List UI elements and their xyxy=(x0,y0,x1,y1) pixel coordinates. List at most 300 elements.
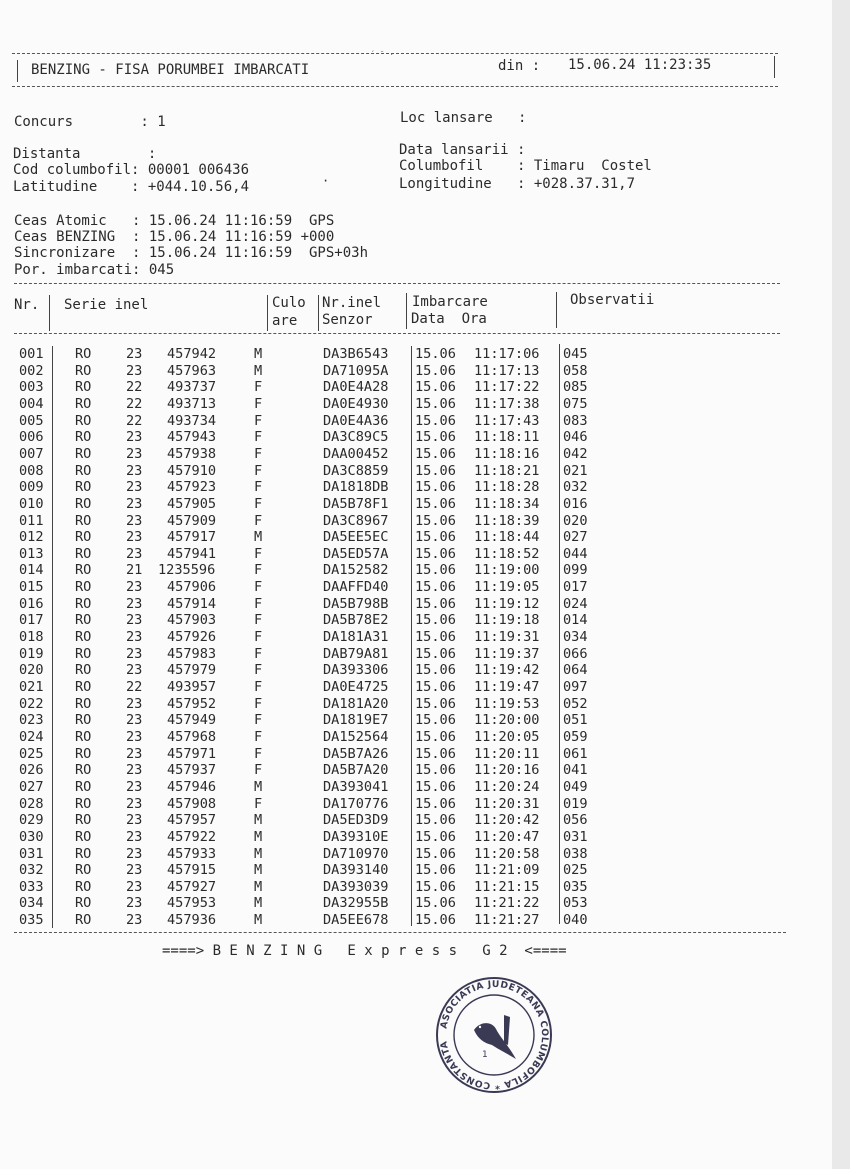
table-row xyxy=(0,662,832,679)
row-date: 15.06 xyxy=(415,812,456,829)
row-date: 15.06 xyxy=(415,545,456,562)
row-year: 23 xyxy=(126,912,143,929)
table-row xyxy=(0,363,832,380)
row-date: 15.06 xyxy=(415,745,456,762)
row-time: 11:19:42 xyxy=(474,662,540,679)
row-sex: M xyxy=(254,878,263,895)
columbofil-line: Columbofil : Timaru Costel xyxy=(399,158,652,174)
col-divider xyxy=(556,292,557,328)
row-ring-number: 457953 xyxy=(167,895,217,912)
row-year: 23 xyxy=(126,545,143,562)
row-date: 15.06 xyxy=(415,579,456,596)
row-country: RO xyxy=(75,545,92,562)
row-nr: 011 xyxy=(19,512,44,529)
row-year: 22 xyxy=(126,379,143,396)
row-time: 11:17:43 xyxy=(474,412,540,429)
row-sensor: DA0E4930 xyxy=(323,395,389,412)
col-observatii: Observatii xyxy=(570,292,655,308)
row-sex: F xyxy=(254,545,263,562)
row-nr: 015 xyxy=(19,579,44,596)
row-sex: M xyxy=(254,346,263,362)
row-nr: 019 xyxy=(19,645,44,662)
row-ring-number: 457937 xyxy=(167,762,217,779)
row-date: 15.06 xyxy=(415,529,456,546)
row-nr: 025 xyxy=(19,745,44,762)
row-observatii: 066 xyxy=(563,645,588,662)
row-country: RO xyxy=(75,595,92,612)
table-row xyxy=(0,429,832,446)
row-sex: F xyxy=(254,712,263,729)
table-row xyxy=(0,446,832,463)
row-observatii: 083 xyxy=(563,412,588,429)
row-sex: F xyxy=(254,562,263,579)
row-sex: F xyxy=(254,395,263,412)
table-row xyxy=(0,746,832,763)
row-country: RO xyxy=(75,912,92,929)
row-year: 23 xyxy=(126,595,143,612)
col-nr-inel: Nr.inel xyxy=(322,295,382,311)
row-ring-number: 457957 xyxy=(167,812,217,829)
row-time: 11:19:00 xyxy=(474,562,540,579)
row-sensor: DA5EE5EC xyxy=(323,529,389,546)
row-nr: 033 xyxy=(19,878,44,895)
sincronizare-line: Sincronizare : 15.06.24 11:16:59 GPS+03h xyxy=(14,245,369,261)
table-row xyxy=(0,879,832,896)
row-sex: M xyxy=(254,778,263,795)
row-year: 23 xyxy=(126,712,143,729)
row-ring-number: 457910 xyxy=(167,462,217,479)
row-sex: F xyxy=(254,762,263,779)
table-row xyxy=(0,546,832,563)
row-year: 23 xyxy=(126,828,143,845)
row-year: 23 xyxy=(126,495,143,512)
header-right-bar xyxy=(774,56,775,78)
row-observatii: 064 xyxy=(563,662,588,679)
ceas-benzing-line: Ceas BENZING : 15.06.24 11:16:59 +000 xyxy=(14,229,335,245)
col-culo: Culo xyxy=(272,295,306,311)
row-country: RO xyxy=(75,562,92,579)
row-date: 15.06 xyxy=(415,395,456,412)
row-nr: 031 xyxy=(19,845,44,862)
row-time: 11:21:22 xyxy=(474,895,540,912)
row-sensor: DA393039 xyxy=(323,878,389,895)
row-sensor: DA3C89C5 xyxy=(323,429,389,446)
body-col-rule-ora xyxy=(559,344,560,924)
row-nr: 024 xyxy=(19,728,44,745)
row-date: 15.06 xyxy=(415,662,456,679)
table-row xyxy=(0,729,832,746)
row-country: RO xyxy=(75,778,92,795)
row-observatii: 027 xyxy=(563,529,588,546)
row-sensor: DA181A20 xyxy=(323,695,389,712)
row-sensor: DA5ED3D9 xyxy=(323,812,389,829)
row-nr: 009 xyxy=(19,479,44,496)
col-culoare-suffix: are xyxy=(272,313,298,329)
row-sensor: DA3B6543 xyxy=(323,346,389,362)
col-data-ora: Data Ora xyxy=(411,311,487,327)
row-sex: F xyxy=(254,679,263,695)
row-sex: M xyxy=(254,362,263,379)
row-nr: 007 xyxy=(19,445,44,462)
row-time: 11:18:21 xyxy=(474,462,540,479)
latitudine-line: Latitudine : +044.10.56,4 xyxy=(13,179,250,195)
row-date: 15.06 xyxy=(415,562,456,579)
row-observatii: 042 xyxy=(563,445,588,462)
row-country: RO xyxy=(75,745,92,762)
row-sensor: DA1818DB xyxy=(323,479,389,496)
row-date: 15.06 xyxy=(415,645,456,662)
row-ring-number: 457941 xyxy=(167,545,217,562)
row-time: 11:18:34 xyxy=(474,495,540,512)
table-row xyxy=(0,862,832,879)
table-row xyxy=(0,463,832,480)
table-header-bottom-rule xyxy=(14,333,780,334)
row-year: 23 xyxy=(126,645,143,662)
row-year: 23 xyxy=(126,745,143,762)
row-observatii: 021 xyxy=(563,462,588,479)
row-country: RO xyxy=(75,795,92,812)
row-ring-number: 457915 xyxy=(167,862,217,879)
row-observatii: 099 xyxy=(563,562,588,579)
row-date: 15.06 xyxy=(415,778,456,795)
row-sensor: DA3C8967 xyxy=(323,512,389,529)
col-senzor: Senzor xyxy=(322,312,373,328)
table-row xyxy=(0,679,832,696)
row-year: 23 xyxy=(126,429,143,446)
row-country: RO xyxy=(75,812,92,829)
ceas-atomic-line: Ceas Atomic : 15.06.24 11:16:59 GPS xyxy=(14,213,335,229)
row-sex: F xyxy=(254,462,263,479)
row-observatii: 053 xyxy=(563,895,588,912)
row-sensor: DA152564 xyxy=(323,728,389,745)
seal-text: ASOCIATIA JUDETEANA COLUMBOFILA * CONSTANTA xyxy=(438,978,551,1092)
row-year: 23 xyxy=(126,479,143,496)
row-ring-number: 493957 xyxy=(167,679,217,695)
row-date: 15.06 xyxy=(415,845,456,862)
row-country: RO xyxy=(75,728,92,745)
seal-number: 1 xyxy=(482,1050,488,1060)
row-year: 21 xyxy=(126,562,143,579)
row-ring-number: 493713 xyxy=(167,395,217,412)
row-sensor: DAA00452 xyxy=(323,445,389,462)
seal-icon xyxy=(434,975,554,1095)
cod-columbofil-line: Cod columbofil: 00001 006436 xyxy=(13,162,250,178)
row-observatii: 045 xyxy=(563,346,588,362)
row-sex: M xyxy=(254,812,263,829)
row-sensor: DA5B78F1 xyxy=(323,495,389,512)
row-date: 15.06 xyxy=(415,479,456,496)
table-row xyxy=(0,596,832,613)
row-ring-number: 457983 xyxy=(167,645,217,662)
stray-mark: ´ ˘ · xyxy=(370,50,395,59)
row-sex: F xyxy=(254,479,263,496)
row-nr: 014 xyxy=(19,562,44,579)
row-sex: M xyxy=(254,529,263,546)
body-col-rule-nr xyxy=(52,346,53,928)
row-sensor: DA393140 xyxy=(323,862,389,879)
data-lansarii-line: Data lansarii : xyxy=(399,142,526,158)
row-time: 11:20:31 xyxy=(474,795,540,812)
row-date: 15.06 xyxy=(415,878,456,895)
row-ring-number: 457909 xyxy=(167,512,217,529)
row-observatii: 040 xyxy=(563,912,588,929)
row-time: 11:20:05 xyxy=(474,728,540,745)
row-time: 11:19:31 xyxy=(474,629,540,646)
row-year: 23 xyxy=(126,579,143,596)
row-nr: 022 xyxy=(19,695,44,712)
col-imbarcare: Imbarcare xyxy=(412,294,488,310)
table-row xyxy=(0,646,832,663)
row-nr: 028 xyxy=(19,795,44,812)
row-country: RO xyxy=(75,679,92,695)
row-country: RO xyxy=(75,629,92,646)
row-country: RO xyxy=(75,895,92,912)
row-date: 15.06 xyxy=(415,512,456,529)
table-header-top-rule xyxy=(14,283,780,284)
row-date: 15.06 xyxy=(415,795,456,812)
row-nr: 030 xyxy=(19,828,44,845)
row-year: 23 xyxy=(126,778,143,795)
row-sensor: DA393041 xyxy=(323,778,389,795)
longitudine-line: Longitudine : +028.37.31,7 xyxy=(399,176,636,192)
row-sensor: DA170776 xyxy=(323,795,389,812)
row-country: RO xyxy=(75,878,92,895)
row-ring-number: 457963 xyxy=(167,362,217,379)
row-nr: 002 xyxy=(19,362,44,379)
table-row xyxy=(0,346,832,363)
row-year: 23 xyxy=(126,362,143,379)
row-date: 15.06 xyxy=(415,629,456,646)
row-sex: F xyxy=(254,629,263,646)
row-sex: M xyxy=(254,862,263,879)
row-ring-number: 493734 xyxy=(167,412,217,429)
row-observatii: 056 xyxy=(563,812,588,829)
loc-lansare-line: Loc lansare : xyxy=(400,110,527,126)
row-observatii: 049 xyxy=(563,778,588,795)
table-row xyxy=(0,846,832,863)
row-date: 15.06 xyxy=(415,728,456,745)
row-country: RO xyxy=(75,828,92,845)
row-observatii: 020 xyxy=(563,512,588,529)
row-date: 15.06 xyxy=(415,695,456,712)
row-nr: 026 xyxy=(19,762,44,779)
row-year: 22 xyxy=(126,412,143,429)
row-nr: 020 xyxy=(19,662,44,679)
row-ring-number: 457949 xyxy=(167,712,217,729)
row-ring-number: 457922 xyxy=(167,828,217,845)
row-country: RO xyxy=(75,379,92,396)
row-sex: F xyxy=(254,445,263,462)
row-time: 11:17:38 xyxy=(474,395,540,412)
col-nr: Nr. xyxy=(14,297,40,313)
row-observatii: 025 xyxy=(563,862,588,879)
row-country: RO xyxy=(75,362,92,379)
row-date: 15.06 xyxy=(415,346,456,362)
row-sex: F xyxy=(254,745,263,762)
row-country: RO xyxy=(75,412,92,429)
row-observatii: 075 xyxy=(563,395,588,412)
footer-brand-line: ====> B E N Z I N G E x p r e s s G 2 <==== xyxy=(162,943,567,959)
row-sex: F xyxy=(254,495,263,512)
row-observatii: 016 xyxy=(563,495,588,512)
row-observatii: 038 xyxy=(563,845,588,862)
col-divider xyxy=(267,295,268,331)
table-row xyxy=(0,513,832,530)
por-imbarcati-line: Por. imbarcati: 045 xyxy=(14,262,175,278)
table-row xyxy=(0,396,832,413)
header-left-bar xyxy=(17,60,18,82)
row-nr: 010 xyxy=(19,495,44,512)
row-nr: 006 xyxy=(19,429,44,446)
row-country: RO xyxy=(75,612,92,629)
row-ring-number: 457923 xyxy=(167,479,217,496)
row-sensor: DA5EE678 xyxy=(323,912,389,929)
row-ring-number: 457952 xyxy=(167,695,217,712)
row-year: 23 xyxy=(126,862,143,879)
header-bottom-rule xyxy=(12,86,778,87)
row-country: RO xyxy=(75,512,92,529)
row-date: 15.06 xyxy=(415,429,456,446)
row-sensor: DA71095A xyxy=(323,362,389,379)
row-time: 11:20:00 xyxy=(474,712,540,729)
row-ring-number: 457979 xyxy=(167,662,217,679)
row-ring-number: 457905 xyxy=(167,495,217,512)
row-observatii: 041 xyxy=(563,762,588,779)
row-observatii: 017 xyxy=(563,579,588,596)
row-time: 11:18:16 xyxy=(474,445,540,462)
row-observatii: 044 xyxy=(563,545,588,562)
row-time: 11:20:16 xyxy=(474,762,540,779)
row-year: 23 xyxy=(126,612,143,629)
row-nr: 013 xyxy=(19,545,44,562)
row-sensor: DA5B798B xyxy=(323,595,389,612)
row-time: 11:18:39 xyxy=(474,512,540,529)
row-country: RO xyxy=(75,395,92,412)
row-sensor: DA0E4725 xyxy=(323,679,389,695)
row-observatii: 052 xyxy=(563,695,588,712)
association-seal-stamp xyxy=(434,975,554,1095)
row-time: 11:19:37 xyxy=(474,645,540,662)
row-ring-number: 457968 xyxy=(167,728,217,745)
row-sex: F xyxy=(254,379,263,396)
row-observatii: 024 xyxy=(563,595,588,612)
row-time: 11:19:05 xyxy=(474,579,540,596)
row-country: RO xyxy=(75,495,92,512)
row-sex: F xyxy=(254,662,263,679)
row-sensor: DA5B78E2 xyxy=(323,612,389,629)
document-title: BENZING - FISA PORUMBEI IMBARCATI xyxy=(31,62,310,78)
row-sensor: DA32955B xyxy=(323,895,389,912)
row-ring-number: 457908 xyxy=(167,795,217,812)
row-observatii: 032 xyxy=(563,479,588,496)
table-row xyxy=(0,762,832,779)
row-sex: F xyxy=(254,795,263,812)
row-year: 23 xyxy=(126,878,143,895)
row-country: RO xyxy=(75,445,92,462)
row-sensor: DA710970 xyxy=(323,845,389,862)
table-row xyxy=(0,579,832,596)
row-observatii: 097 xyxy=(563,679,588,695)
row-date: 15.06 xyxy=(415,895,456,912)
din-label: din : xyxy=(498,58,541,74)
row-observatii: 085 xyxy=(563,379,588,396)
row-ring-number: 1235596 xyxy=(158,562,216,579)
row-time: 11:18:44 xyxy=(474,529,540,546)
row-country: RO xyxy=(75,662,92,679)
row-date: 15.06 xyxy=(415,445,456,462)
row-sex: F xyxy=(254,612,263,629)
row-sex: F xyxy=(254,412,263,429)
row-year: 23 xyxy=(126,812,143,829)
row-time: 11:21:15 xyxy=(474,878,540,895)
row-sensor: DA5ED57A xyxy=(323,545,389,562)
stray-dot: · xyxy=(322,174,330,188)
row-ring-number: 457926 xyxy=(167,629,217,646)
row-sex: M xyxy=(254,895,263,912)
table-row xyxy=(0,479,832,496)
row-country: RO xyxy=(75,762,92,779)
row-year: 22 xyxy=(126,679,143,695)
row-observatii: 046 xyxy=(563,429,588,446)
row-nr: 001 xyxy=(19,346,44,362)
row-nr: 021 xyxy=(19,679,44,695)
row-year: 23 xyxy=(126,795,143,812)
table-row xyxy=(0,712,832,729)
row-nr: 003 xyxy=(19,379,44,396)
row-nr: 034 xyxy=(19,895,44,912)
row-time: 11:21:09 xyxy=(474,862,540,879)
row-sex: F xyxy=(254,728,263,745)
row-sensor: DA181A31 xyxy=(323,629,389,646)
row-observatii: 059 xyxy=(563,728,588,745)
row-ring-number: 457933 xyxy=(167,845,217,862)
row-country: RO xyxy=(75,462,92,479)
row-nr: 027 xyxy=(19,778,44,795)
row-time: 11:17:22 xyxy=(474,379,540,396)
table-row xyxy=(0,912,832,929)
row-ring-number: 457927 xyxy=(167,878,217,895)
row-nr: 029 xyxy=(19,812,44,829)
row-nr: 023 xyxy=(19,712,44,729)
table-row xyxy=(0,629,832,646)
table-row xyxy=(0,829,832,846)
row-country: RO xyxy=(75,862,92,879)
row-time: 11:20:42 xyxy=(474,812,540,829)
row-year: 23 xyxy=(126,346,143,362)
row-sensor: DAAFFD40 xyxy=(323,579,389,596)
row-date: 15.06 xyxy=(415,462,456,479)
col-serie-inel: Serie inel xyxy=(64,297,149,313)
row-date: 15.06 xyxy=(415,862,456,879)
row-time: 11:17:13 xyxy=(474,362,540,379)
row-nr: 004 xyxy=(19,395,44,412)
table-row xyxy=(0,379,832,396)
row-date: 15.06 xyxy=(415,362,456,379)
row-sensor: DA393306 xyxy=(323,662,389,679)
row-date: 15.06 xyxy=(415,912,456,929)
row-date: 15.06 xyxy=(415,828,456,845)
row-ring-number: 457943 xyxy=(167,429,217,446)
row-nr: 032 xyxy=(19,862,44,879)
row-sensor: DA39310E xyxy=(323,828,389,845)
row-year: 23 xyxy=(126,662,143,679)
table-row xyxy=(0,895,832,912)
row-country: RO xyxy=(75,645,92,662)
row-nr: 005 xyxy=(19,412,44,429)
row-country: RO xyxy=(75,712,92,729)
row-country: RO xyxy=(75,429,92,446)
row-observatii: 061 xyxy=(563,745,588,762)
